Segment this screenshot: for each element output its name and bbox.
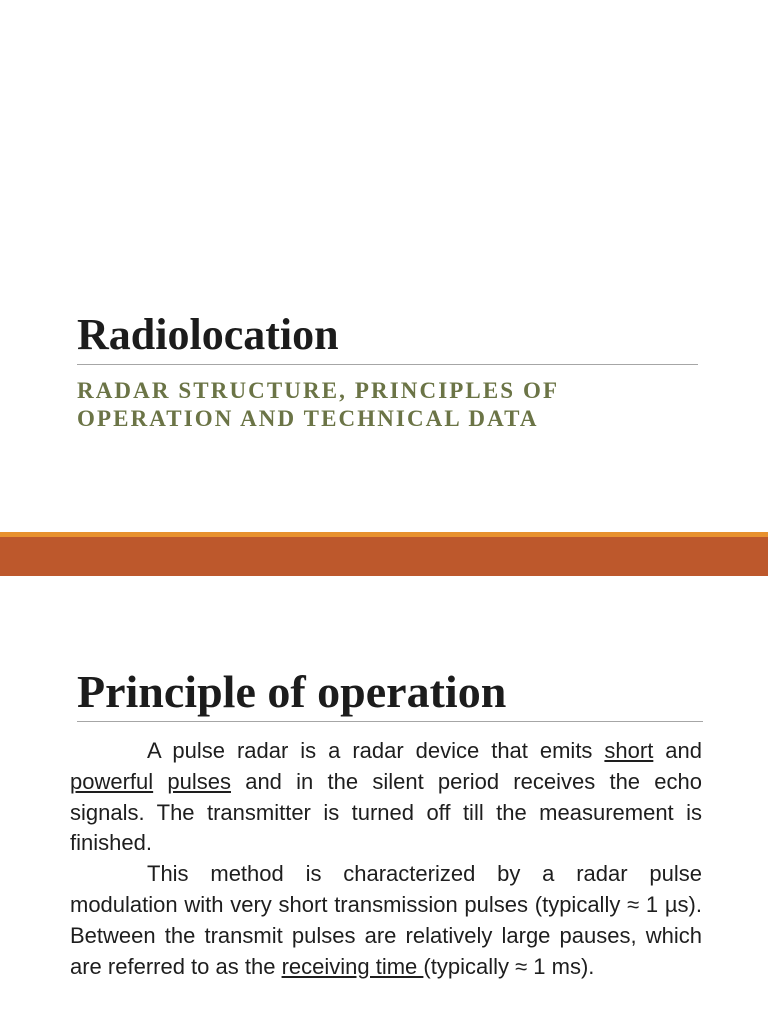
slide-separator-band	[0, 537, 768, 576]
content-slide	[0, 576, 768, 1024]
paragraph-text	[153, 769, 167, 794]
slide-title: Radiolocation	[77, 310, 339, 359]
underlined-term: receiving time	[281, 953, 424, 979]
paragraph-text: and in the silent period receives the echo signals. The transmitter is turned off till the measurement is finished.	[70, 768, 702, 856]
underlined-term: powerful	[70, 768, 154, 794]
subtitle-line-2: OPERATION AND TECHNICAL DATA	[77, 406, 539, 431]
paragraph-text: A pulse radar is a radar device that emits	[147, 738, 605, 763]
content-title-divider	[77, 721, 703, 722]
content-body	[70, 736, 702, 982]
slide-subtitle	[77, 377, 559, 433]
paragraph-text: and	[653, 738, 702, 763]
subtitle-line-1: RADAR STRUCTURE, PRINCIPLES OF	[77, 378, 560, 403]
paragraph-text: This method is characterized by a radar pulse modulation with very short transmission pulses (typically ≈ 1 µs). Between the transmit pulses are relatively large pauses, which are referred to as the	[70, 861, 702, 979]
paragraph-method	[70, 859, 702, 982]
paragraph-pulse-radar	[70, 736, 702, 859]
underlined-term: pulses	[167, 768, 231, 794]
title-divider	[77, 364, 698, 365]
content-title: Principle of operation	[77, 666, 507, 717]
paragraph-text: (typically ≈ 1 ms).	[423, 953, 595, 979]
underlined-term: short	[604, 738, 654, 763]
